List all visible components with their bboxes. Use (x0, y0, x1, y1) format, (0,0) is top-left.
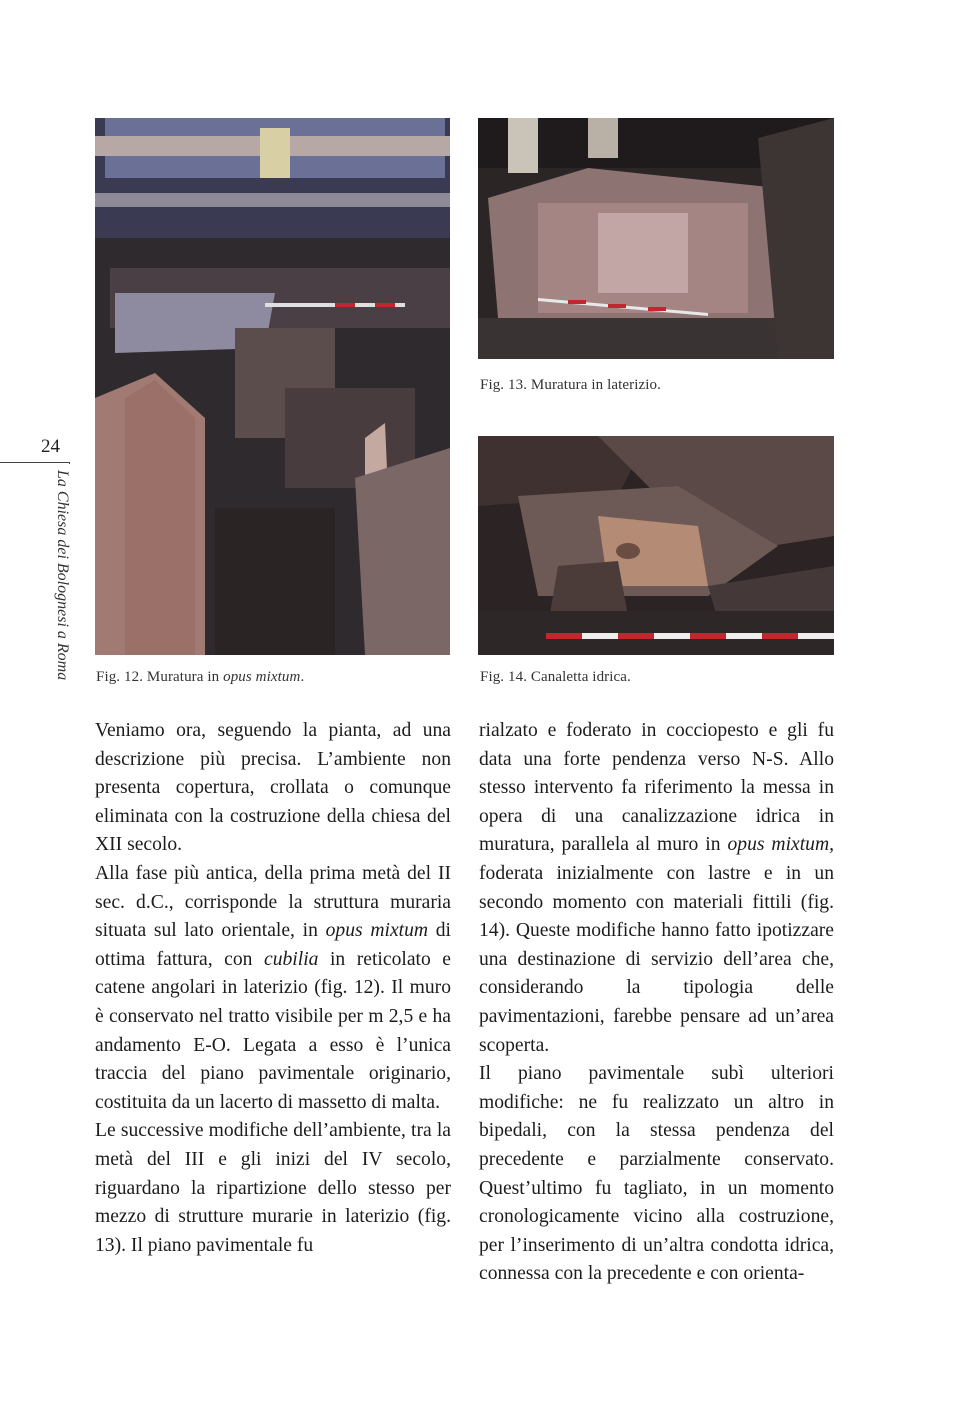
margin-rule (0, 462, 70, 463)
figure-14-caption (480, 669, 631, 686)
caption-text: Fig. 13. Muratura in laterizio. (480, 377, 661, 393)
right-column (479, 717, 834, 1289)
figure-13-photo (478, 118, 834, 359)
paragraph (479, 717, 834, 1060)
text-run: rialzato e foderato in cocciopesto e gli fu data una forte pendenza verso N-S. Allo stesso intervento fa riferimento la messa in opera di una canalizzazione idrica in muratura, parallela al muro in (479, 720, 834, 856)
text-run: di ottima fattura, con (95, 920, 451, 970)
text-run: foderata inizialmente con lastre e in un secondo momento con materiali fittili (fig. 14). Queste modifiche hanno fatto ipotizzare una destinazione di servizio dell’area che, considerando la tipologia delle pavimentazioni, farebbe pensare ad un’area scoperta. (479, 862, 834, 1056)
text-run: Alla fase più antica, della prima metà del II sec. d.C., corrisponde la struttura muraria situata sul lato orientale, in (95, 862, 451, 942)
paragraph: Il piano pavimentale subì ulteriori modifiche: ne fu realizzato un altro in bipedali, con la stessa pendenza del precedente e parzialmente conservato. Quest’ultimo fu tagliato, in un momento cronologicamente vicino alla costruzione, per l’inserimento di un’altra condotta idrica, connessa con la precedente e con orienta- (479, 1063, 834, 1285)
figure-13-caption (480, 377, 661, 394)
running-title: La Chiesa dei Bolognesi a Roma (54, 470, 71, 681)
paragraph: Le successive modifiche dell’ambiente, tra la metà del III e gli inizi del IV secolo, riguardano la ripartizione dello stesso per mezzo di strutture murarie in laterizio (fig. 13). Il piano pavimentale fu (95, 1120, 451, 1256)
paragraph (95, 860, 451, 1117)
figure-14-photo (478, 436, 834, 655)
figure-12-photo (95, 118, 450, 655)
italic-term: opus mixtum, (727, 834, 834, 856)
left-column (95, 717, 451, 1260)
italic-term: cubilia (264, 948, 319, 970)
text-run: in reticolato e catene angolari in laterizio (fig. 12). Il muro è conservato nel tratto visibile per m 2,5 e ha andamento E-O. Legata a esso è l’unica traccia del piano pavimentale originario, costituita da un lacerto di massetto di malta. (95, 948, 451, 1113)
italic-term: opus mixtum (325, 920, 429, 942)
page-number: 24 (41, 436, 60, 457)
paragraph: Veniamo ora, seguendo la pianta, ad una descrizione più precisa. L’ambiente non presenta copertura, crollata o comunque eliminata con la costruzione della chiesa del XII secolo. (95, 720, 451, 856)
figure-12-caption (96, 669, 304, 686)
caption-italic: opus mixtum (223, 669, 301, 685)
caption-text: Fig. 14. Canaletta idrica. (480, 669, 631, 685)
caption-suffix: . (300, 669, 305, 685)
caption-text: Fig. 12. Muratura in (96, 669, 224, 685)
margin-tick (69, 462, 70, 464)
